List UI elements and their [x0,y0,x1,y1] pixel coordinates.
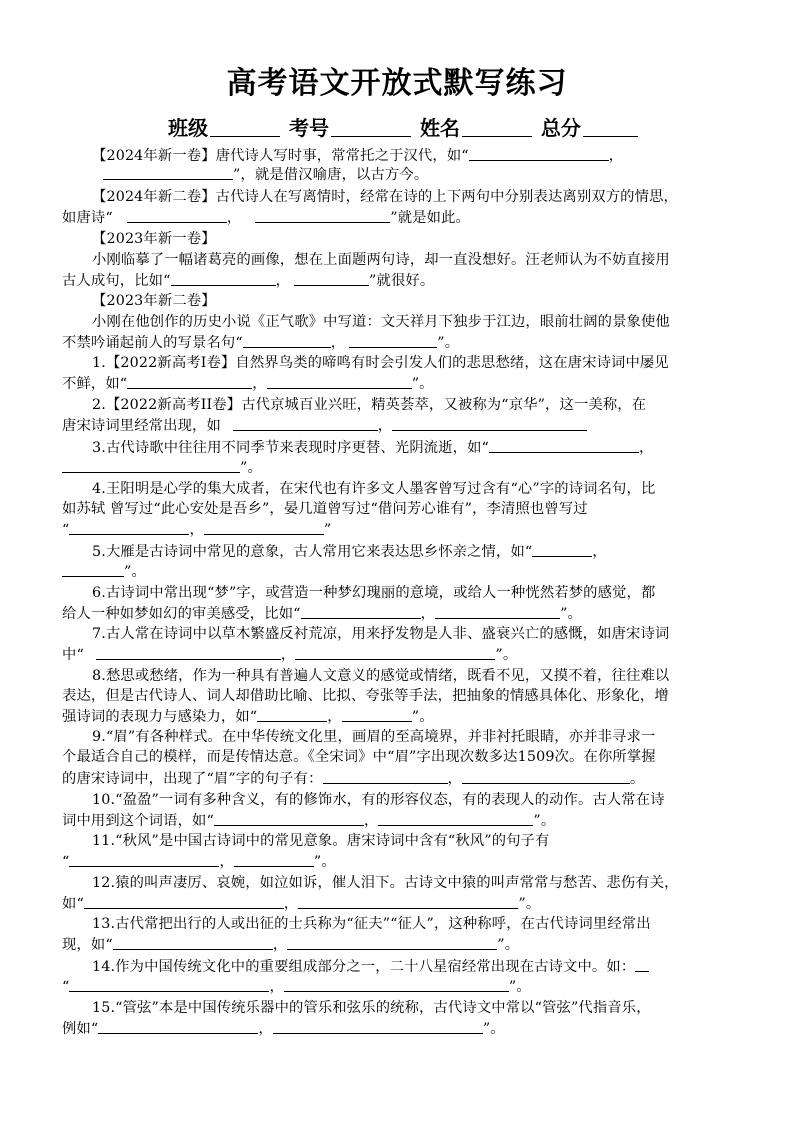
q10-text: 10.“盈盈”一词有多种含义，有的修饰水，有的形容仪态，有的表现人的动作。古人常在诗 [92,792,665,808]
q13-line2 [62,934,519,955]
q6-tail: ”。 [560,606,582,622]
q8-tail: ”。 [411,709,434,725]
answer-blank[interactable] [233,415,378,431]
comma: ， [258,1021,273,1037]
answer-blank[interactable] [214,810,364,826]
comma: ， [592,544,607,560]
q4-text2: 如苏轼 曾写过“此心安处是吾乡”，晏几道曾写过“借问芳心谁有”，李清照也曾写过 [62,501,588,517]
q5-tail: ”。 [124,564,146,580]
q4-line2 [62,499,588,519]
answer-blank[interactable] [378,810,533,826]
class-field[interactable] [210,118,280,137]
answer-blank[interactable] [84,893,284,909]
comma: ， [269,979,284,995]
comma: ， [608,148,624,164]
q7-line2 [62,644,517,665]
q3-text: 3.古代诗歌中往往用不同季节来表现时序更替、光阴流逝，如“ [92,440,490,456]
answer-blank[interactable] [103,164,233,180]
q9-line1 [92,727,655,747]
answer-blank[interactable] [234,851,314,867]
q2023-2-line2 [62,332,459,353]
class-label: 班级 [168,116,208,140]
answer-blank[interactable] [98,1018,258,1034]
q4-text: 4.王阳明是心学的集大成者，在宋代也有许多文人墨客曾写过含有“心”字的诗词名句，比 [92,481,656,497]
q15-text2: 例如“ [62,1021,99,1037]
q12-line1 [92,873,679,893]
answer-blank[interactable] [532,541,592,557]
q8-line3 [62,706,434,727]
q1-line2 [62,373,434,394]
exam-no-field[interactable] [331,118,411,137]
answer-blank[interactable] [69,851,219,867]
comma: ， [283,896,299,912]
exam-no-label: 考号 [288,116,329,140]
q2024-2-line2 [62,207,470,228]
q2024-2-tail: ”就是如此。 [390,210,470,226]
answer-blank[interactable] [635,956,649,972]
q12-text2: 如“ [62,896,84,912]
q15-tail: ”。 [482,1021,505,1037]
q2024-1-tail: ”，就是借汉喻唐，以古方今。 [233,167,429,183]
q11-tail: ”。 [313,854,336,870]
answer-blank[interactable] [62,457,240,473]
name-label: 姓名 [419,116,460,140]
answer-blank[interactable] [284,976,509,992]
answer-blank[interactable] [489,437,639,453]
answer-blank[interactable] [171,270,276,286]
q9-line2 [62,747,656,767]
q12-text: 12.猿的叫声凄厉、哀婉，如泣如诉，催人泪下。古诗文中猿的叫声常常与愁苦、悲伤有关， [92,875,679,891]
q14-text: 14.作为中国传统文化中的重要组成部分之一，二十八星宿经常出现在古诗文中。如： [92,959,636,975]
q2-text2: 唐宋诗词里经常出现，如 [62,418,221,434]
answer-blank[interactable] [294,270,369,286]
q8-text: 8.愁思或愁绪，作为一种具有普遍人文意义的感觉或情绪，既看不见，又摸不着，往往难以 [92,668,670,684]
q2024-1-text: 【2024年新一卷】唐代诗人写时事，常常托之于汉代，如“ [92,148,469,164]
q11-line2 [62,851,336,872]
q2023-1-line2 [62,270,434,291]
q2023-1-line1 [92,250,670,270]
q2024-1-line1 [92,145,623,166]
q3-line2 [62,457,262,478]
q2023-1-text2: 古人成句，比如“ [62,273,171,289]
q1-tail: ”。 [411,376,434,392]
comma: ， [280,647,296,663]
q2023-1-tail: ”就很好。 [369,273,435,289]
name-field[interactable] [462,118,532,137]
answer-blank[interactable] [62,561,124,577]
q8-text3: 强诗词的表现力与感染力，如“ [62,709,258,725]
q11-line1 [92,831,550,851]
q2023-1-text: 小刚临摹了一幅诸葛亮的画像，想在上面题两句诗，却一直没想好。汪老师认为不妨直接用 [92,252,670,268]
q2024-2-text: 【2024年新二卷】古代诗人在写离情时，经常在诗的上下两句中分别表达离别双方的情思， [92,189,678,205]
q3-line1 [92,437,653,458]
q9-text2: 个最适合自己的模样，而是传情达意。《全宋词》中“眉”字出现次数多达1509次。在你所掌握 [62,749,656,765]
comma: ， [420,606,436,622]
open-quote: “ [62,979,70,995]
q5-line1 [92,541,607,562]
q6-line1 [92,583,655,603]
q13-line1 [92,914,651,934]
answer-blank[interactable] [255,207,390,223]
q13-tail: ”。 [497,937,520,953]
q2023-2-line1 [92,312,670,332]
q7-text: 7.古人常在诗词中以草木繁盛反衬荒凉，用来抒发物是人非、盛衰兴亡的感慨，如唐宋诗词 [92,626,670,642]
comma: ， [275,273,291,289]
answer-blank[interactable] [287,934,497,950]
answer-blank[interactable] [243,332,331,348]
q2-line1 [92,395,646,415]
open-quote: “ [62,854,70,870]
q12-tail: ”。 [518,896,541,912]
q8-line2 [62,686,669,706]
answer-blank[interactable] [113,934,273,950]
q2023-2-heading [92,291,216,311]
answer-blank[interactable] [96,644,281,660]
q6-text: 6.古诗词中常出现“梦”字，或营造一种梦幻瑰丽的意境，或给人一种恍然若梦的感觉，都 [92,585,656,601]
q9-line3 [62,768,644,789]
q2024-2-line1 [92,187,678,207]
answer-blank[interactable] [323,768,448,784]
q9-text3: 的唐宋诗词中，出现了“眉”字的句子有： [62,771,323,787]
comma: ， [330,335,346,351]
q3-tail: ”。 [240,460,262,476]
answer-blank[interactable] [273,1018,483,1034]
q13-text: 13.古代常把出行的人或出征的士兵称为“征夫”“征人”，这种称呼，在古代诗词里经常出 [92,916,651,932]
q14-line2 [62,976,531,997]
q5-text: 5.大雁是古诗词中常见的意象，古人常用它来表达思乡怀亲之情，如“ [92,544,533,560]
q14-tail: ”。 [508,979,531,995]
q2023-1-heading [92,229,216,249]
answer-blank[interactable] [267,373,412,389]
close-quote: ” [323,522,332,538]
q9-text: 9.“眉”有各种样式。在中华传统文化里，画眉的至高境界，并非衬托眼睛，亦并非寻求一 [92,729,656,745]
q6-line2 [62,603,582,624]
comma: ， [377,418,393,434]
q10-line1 [92,790,665,810]
comma: ， [327,709,342,725]
answer-blank[interactable] [257,706,327,722]
answer-blank[interactable] [462,768,630,784]
q9-tail: 。 [629,771,645,787]
comma: ， [252,376,267,392]
q10-line2 [62,810,555,831]
q2-line2 [62,415,587,436]
q14-line1 [92,956,649,977]
q10-tail: ”。 [533,813,556,829]
answer-blank[interactable] [301,603,421,619]
answer-blank[interactable] [69,976,269,992]
q11-text: 11.“秋风”是中国古诗词中的常见意象。唐宋诗词中含有“秋风”的句子有 [92,833,550,849]
q1-text2: 不鲜，如“ [62,376,128,392]
answer-blank[interactable] [295,644,495,660]
q6-text2: 给人一种如梦如幻的审美感受，比如“ [62,606,301,622]
comma: ， [639,440,654,456]
answer-blank[interactable] [127,373,252,389]
total-label: 总分 [540,116,581,140]
q15-text: 15.“管弦”本是中国传统乐器中的管乐和弦乐的统称，古代诗文中常以“管弦”代指音乐， [92,1000,651,1016]
q2023-2-tail: ”。 [437,335,460,351]
q7-line1 [92,624,669,644]
comma: ， [447,771,462,787]
q4-line1 [92,479,655,499]
q8-text2: 表达，但是古代诗人、词人却借助比喻、比拟、夸张等手法，把抽象的情感具体化、形象化，增 [62,688,669,704]
q2023-2-label: 【2023年新二卷】 [92,293,216,309]
answer-blank[interactable] [349,332,437,348]
answer-blank[interactable] [204,519,324,535]
q4-line3 [62,519,331,540]
q1-text: 1.【2022新高考Ⅰ卷】自然界鸟类的啼鸣有时会引发人们的悲思愁绪，这在唐宋诗词中屡见 [92,355,669,371]
q15-line2 [62,1018,505,1039]
comma: ， [189,522,204,538]
answer-blank[interactable] [469,145,609,161]
q2024-1-line2 [103,164,428,185]
q2024-2-text2: 如唐诗“ [62,210,113,226]
q15-line1 [92,998,651,1018]
q2023-2-text: 小刚在他创作的历史小说《正气歌》中写道：文天祥月下独步于江边，眼前壮阔的景象使他 [92,314,670,330]
q10-text2: 词中用到这个词语，如“ [62,813,214,829]
page-title: 高考语文开放式默写练习 [226,66,568,101]
comma: ， [219,854,234,870]
answer-blank[interactable] [392,415,587,431]
q7-tail: ”。 [495,647,518,663]
q2-text: 2.【2022新高考II卷】古代京城百业兴旺，精英荟萃，又被称为“京华”，这一美称，在 [92,397,647,413]
answer-blank[interactable] [435,603,560,619]
q13-text2: 现，如“ [62,937,113,953]
comma: ， [363,813,379,829]
q1-line1 [92,353,669,373]
q7-text2: 中“ [62,647,84,663]
comma: ， [226,210,242,226]
q2023-1-label: 【2023年新一卷】 [92,231,216,247]
q5-line2 [62,561,146,582]
comma: ， [272,937,288,953]
answer-blank[interactable] [342,706,412,722]
q12-line2 [62,893,540,914]
q2023-2-text2: 不禁吟诵起前人的写景名句“ [62,335,243,351]
open-quote: “ [62,522,70,538]
total-field[interactable] [583,118,638,137]
answer-blank[interactable] [69,519,189,535]
answer-blank[interactable] [127,207,227,223]
q8-line1 [92,666,669,686]
answer-blank[interactable] [298,893,518,909]
student-info-row [168,112,640,141]
